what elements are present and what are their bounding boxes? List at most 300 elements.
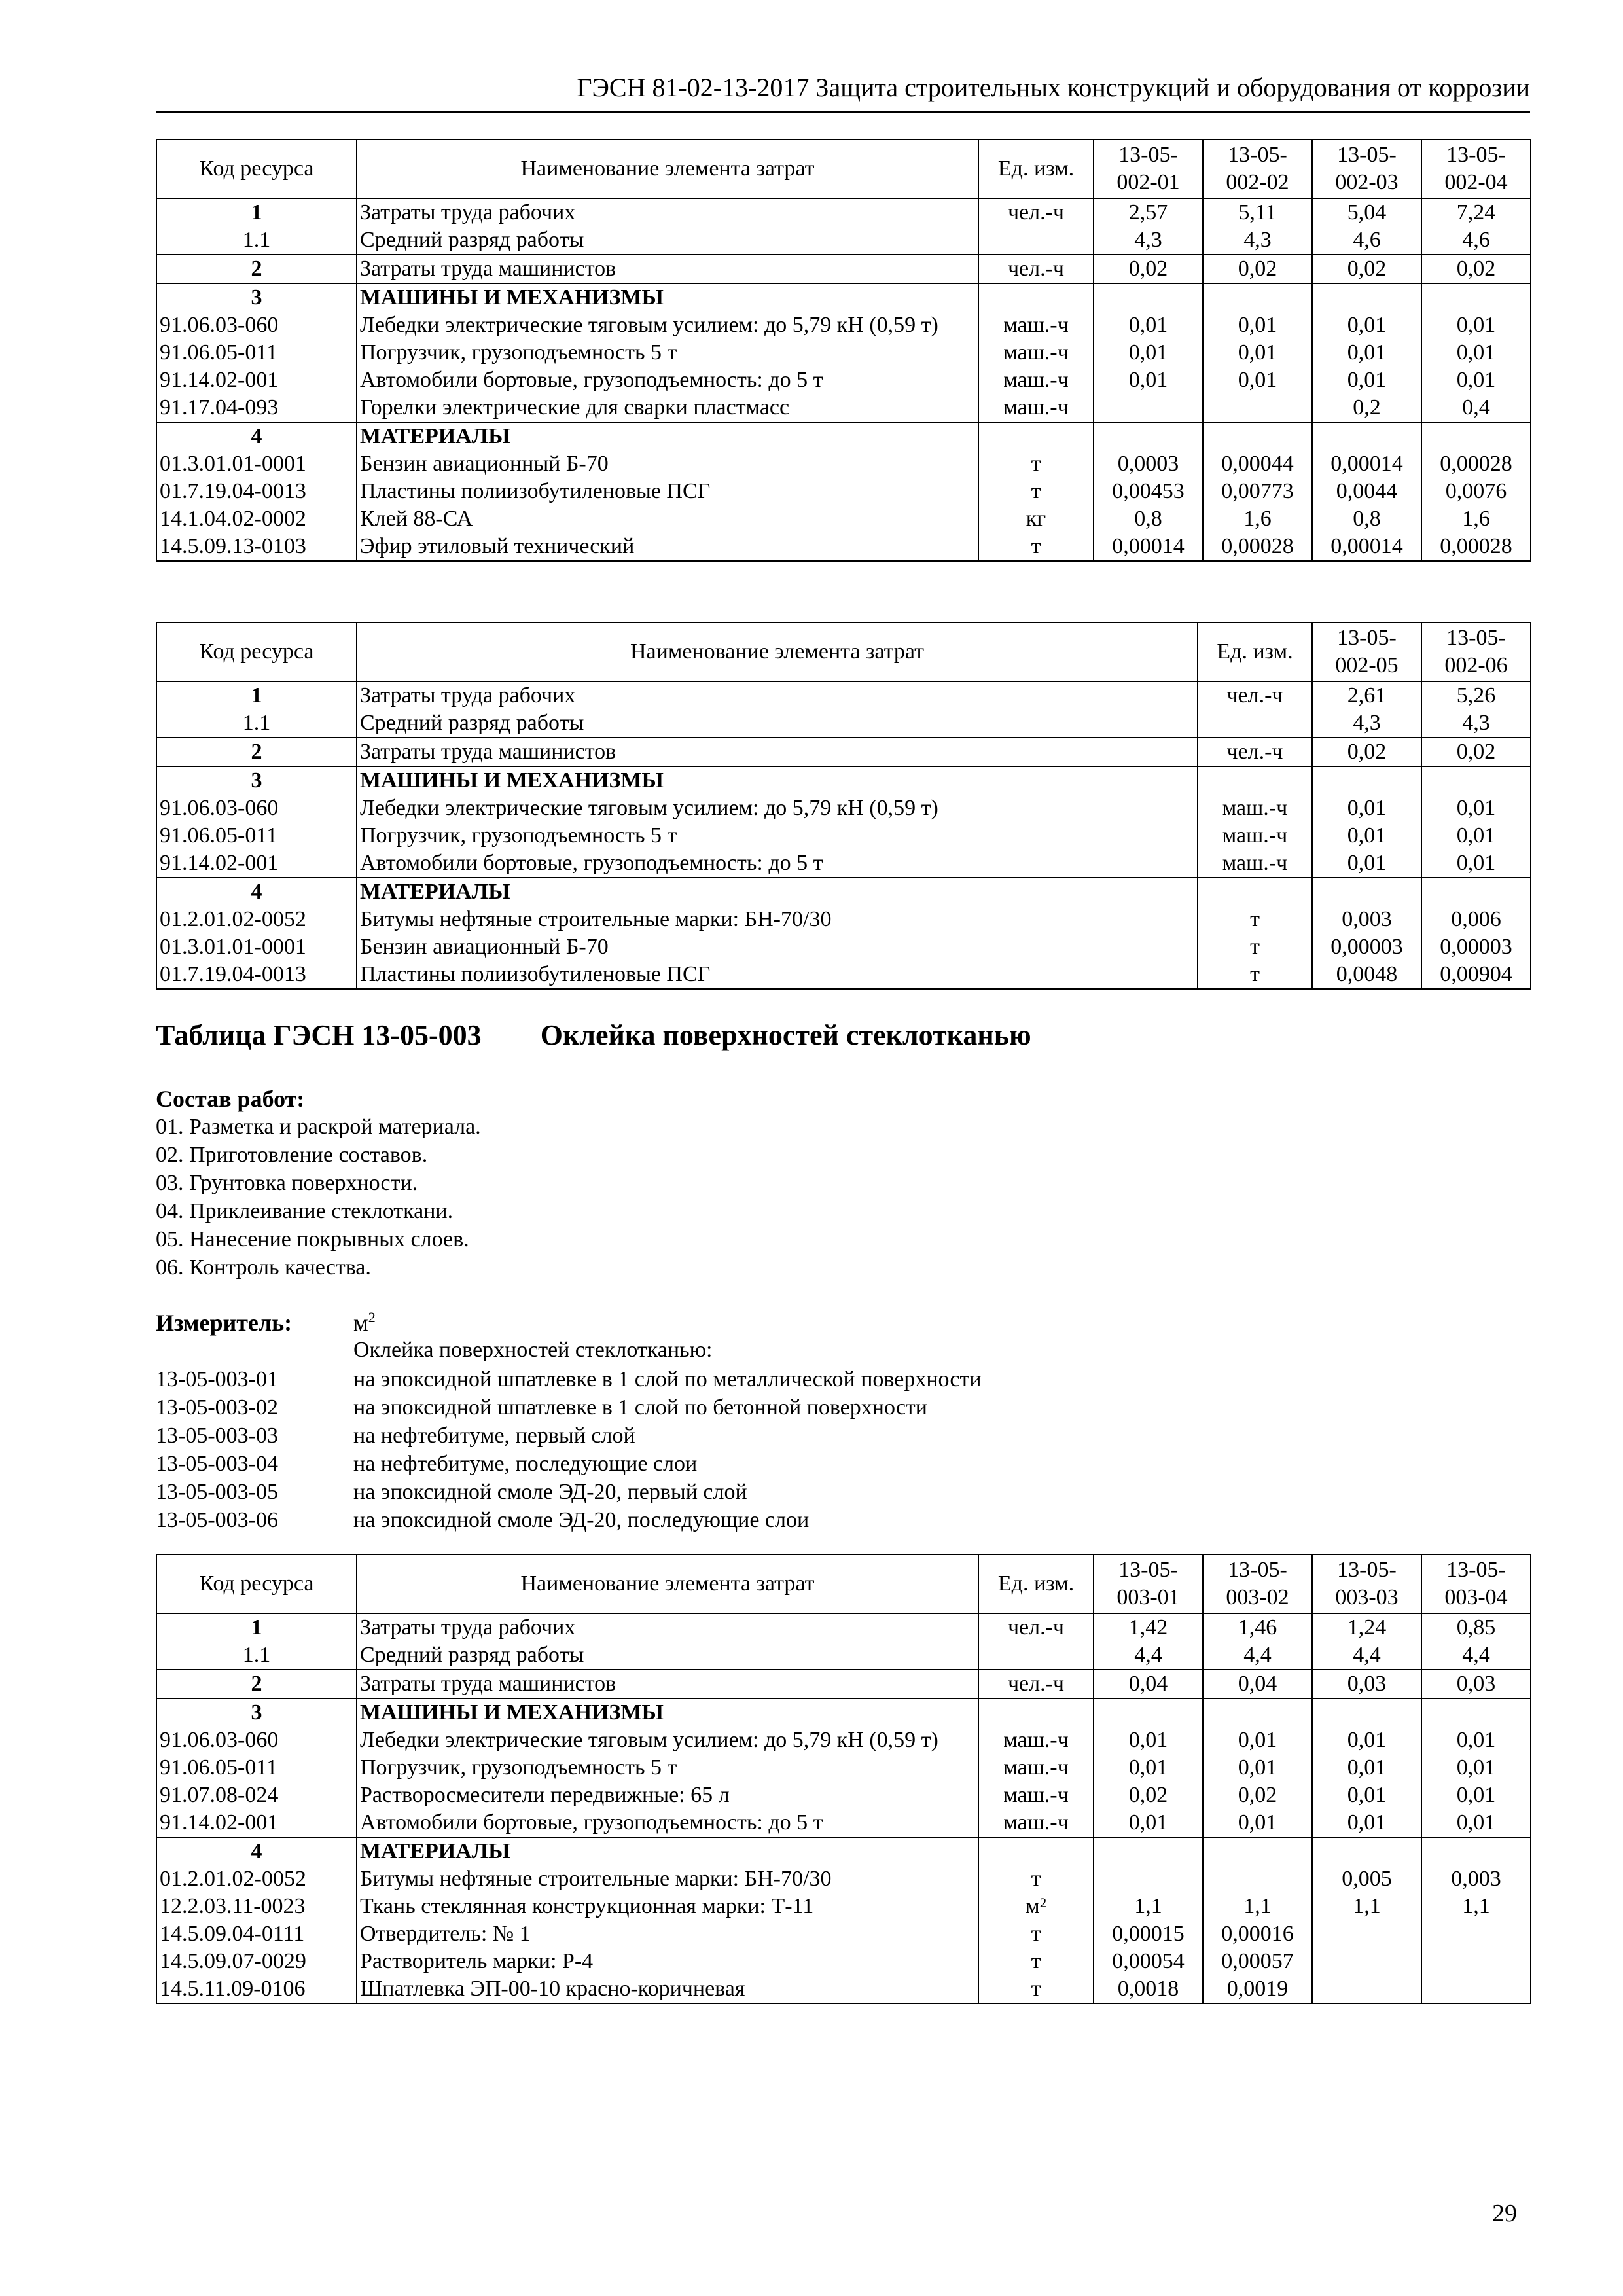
header-unit: Ед. изм.	[978, 139, 1094, 198]
norm-code: 13-05-003-05	[156, 1480, 278, 1504]
table-header-row	[156, 139, 1531, 198]
table-row	[156, 850, 1531, 878]
cell-code: 1	[156, 1613, 357, 1641]
cell-unit: чел.-ч	[978, 1613, 1094, 1641]
norm-item	[156, 1506, 982, 1534]
cell-unit: т	[978, 1975, 1094, 2003]
cell-value	[1203, 1698, 1312, 1727]
cell-value: 0,006	[1421, 906, 1531, 933]
cell-code: 01.2.01.02-0052	[156, 906, 357, 933]
cell-value	[1312, 878, 1421, 906]
cell-name: Эфир этиловый технический	[357, 533, 978, 561]
cell-value	[1421, 422, 1531, 450]
norm-item	[156, 1393, 982, 1422]
table-row	[156, 1837, 1531, 1865]
resource-table-003-01-04	[156, 1554, 1531, 2004]
cell-value: 0,0018	[1094, 1975, 1203, 2003]
cell-value: 0,03	[1312, 1670, 1421, 1698]
cell-value: 0,01	[1421, 312, 1531, 339]
cell-value	[1421, 283, 1531, 312]
norm-item	[156, 1365, 982, 1393]
cell-value: 0,01	[1094, 1809, 1203, 1837]
cell-value: 0,01	[1312, 1754, 1421, 1782]
cell-value: 0,01	[1203, 1727, 1312, 1754]
cell-unit	[978, 422, 1094, 450]
table-row	[156, 255, 1531, 283]
cell-value	[1312, 1975, 1421, 2003]
cell-name: Горелки электрические для сварки пластмасс	[357, 394, 978, 422]
cell-code: 91.06.03-060	[156, 1727, 357, 1754]
cell-name: Затраты труда машинистов	[357, 255, 978, 283]
cell-value: 0,01	[1094, 339, 1203, 367]
cell-code: 12.2.03.11-0023	[156, 1893, 357, 1920]
cell-name: Средний разряд работы	[357, 709, 1198, 738]
cell-value: 0,01	[1312, 312, 1421, 339]
cell-value: 4,6	[1312, 226, 1421, 255]
cell-value: 1,24	[1312, 1613, 1421, 1641]
cell-name: Затраты труда рабочих	[357, 1613, 978, 1641]
header-unit: Ед. изм.	[1198, 622, 1312, 681]
cell-name: Затраты труда рабочих	[357, 681, 1198, 709]
cell-value: 0,01	[1312, 1809, 1421, 1837]
cell-name: Шпатлевка ЭП-00-10 красно-коричневая	[357, 1975, 978, 2003]
cell-code: 14.5.11.09-0106	[156, 1975, 357, 2003]
cell-value	[1312, 1920, 1421, 1948]
cell-code: 14.5.09.13-0103	[156, 533, 357, 561]
cell-unit: т	[978, 1920, 1094, 1948]
cell-value: 0,0003	[1094, 450, 1203, 478]
cell-name: Лебедки электрические тяговым усилием: до 5,79 кН (0,59 т)	[357, 312, 978, 339]
cell-value: 0,00044	[1203, 450, 1312, 478]
norm-text: на эпоксидной шпатлевке в 1 слой по бетонной поверхности	[353, 1395, 927, 1420]
cell-unit: маш.-ч	[1198, 850, 1312, 878]
cell-code: 14.1.04.02-0002	[156, 505, 357, 533]
norm-text: на нефтебитуме, последующие слои	[353, 1452, 698, 1476]
cell-name: МАТЕРИАЛЫ	[357, 878, 1198, 906]
cell-value: 1,1	[1312, 1893, 1421, 1920]
cell-unit: маш.-ч	[1198, 795, 1312, 822]
cell-name: Погрузчик, грузоподъемность 5 т	[357, 339, 978, 367]
cell-value: 0,01	[1421, 1727, 1531, 1754]
cell-name: Средний разряд работы	[357, 226, 978, 255]
cell-value: 0,01	[1203, 1809, 1312, 1837]
table-row	[156, 339, 1531, 367]
work-composition-list	[156, 1113, 481, 1282]
table-row	[156, 906, 1531, 933]
cell-value	[1094, 1865, 1203, 1893]
table-row	[156, 1641, 1531, 1670]
page-number: 29	[1492, 2200, 1517, 2227]
cell-unit: чел.-ч	[978, 255, 1094, 283]
cell-unit: чел.-ч	[1198, 681, 1312, 709]
header-title: ГЭСН 81-02-13-2017 Защита строительных конструкций и оборудования от коррозии	[577, 73, 1530, 102]
cell-value: 0,00003	[1421, 933, 1531, 961]
table-row	[156, 933, 1531, 961]
cell-name: Автомобили бортовые, грузоподъемность: до 5 т	[357, 367, 978, 394]
cell-code: 91.14.02-001	[156, 850, 357, 878]
cell-value: 0,0044	[1312, 478, 1421, 505]
cell-code: 4	[156, 1837, 357, 1865]
cell-unit: маш.-ч	[1198, 822, 1312, 850]
cell-name: МАТЕРИАЛЫ	[357, 422, 978, 450]
cell-value: 0,01	[1421, 367, 1531, 394]
cell-code: 1.1	[156, 226, 357, 255]
cell-value: 0,02	[1203, 1782, 1312, 1809]
cell-value: 0,00054	[1094, 1948, 1203, 1975]
table-header-row	[156, 622, 1531, 681]
cell-value: 1,42	[1094, 1613, 1203, 1641]
cell-unit: т	[978, 533, 1094, 561]
cell-value: 4,6	[1421, 226, 1531, 255]
table-row	[156, 961, 1531, 989]
cell-value: 0,02	[1203, 255, 1312, 283]
cell-value: 0,02	[1094, 1782, 1203, 1809]
header-norm-col: 13-05- 002-02	[1203, 139, 1312, 198]
cell-value: 0,03	[1421, 1670, 1531, 1698]
cell-value: 5,04	[1312, 198, 1421, 226]
cell-value	[1094, 283, 1203, 312]
cell-code: 1	[156, 198, 357, 226]
cell-value: 0,00014	[1094, 533, 1203, 561]
norm-text: на нефтебитуме, первый слой	[353, 1424, 635, 1448]
cell-value: 0,01	[1421, 795, 1531, 822]
cell-value: 0,01	[1312, 795, 1421, 822]
work-item: 01. Разметка и раскрой материала.	[156, 1115, 481, 1139]
header-norm-col: 13-05- 003-01	[1094, 1554, 1203, 1613]
cell-code: 01.3.01.01-0001	[156, 933, 357, 961]
cell-value: 0,02	[1312, 738, 1421, 766]
cell-unit: т	[1198, 906, 1312, 933]
cell-value	[1421, 766, 1531, 795]
cell-value	[1203, 283, 1312, 312]
cell-value	[1094, 394, 1203, 422]
table-header-row	[156, 1554, 1531, 1613]
table-row	[156, 1920, 1531, 1948]
header-norm-col: 13-05- 002-03	[1312, 139, 1421, 198]
cell-unit: маш.-ч	[978, 312, 1094, 339]
table-row	[156, 312, 1531, 339]
cell-value	[1094, 1837, 1203, 1865]
cell-value: 0,4	[1421, 394, 1531, 422]
header-norm-col: 13-05- 002-04	[1421, 139, 1531, 198]
section-title-text: Оклейка поверхностей стеклотканью	[540, 1019, 1031, 1051]
header-code: Код ресурса	[156, 622, 357, 681]
cell-value: 4,4	[1203, 1641, 1312, 1670]
cell-value	[1203, 422, 1312, 450]
header-name: Наименование элемента затрат	[357, 1554, 978, 1613]
cell-name: МАТЕРИАЛЫ	[357, 1837, 978, 1865]
cell-code: 01.2.01.02-0052	[156, 1865, 357, 1893]
cell-value: 0,02	[1421, 255, 1531, 283]
cell-value	[1203, 1865, 1312, 1893]
cell-value: 0,8	[1312, 505, 1421, 533]
cell-name: Клей 88-СА	[357, 505, 978, 533]
cell-value: 4,4	[1094, 1641, 1203, 1670]
cell-unit: т	[978, 450, 1094, 478]
table-row	[156, 367, 1531, 394]
cell-unit: т	[978, 1865, 1094, 1893]
cell-name: Лебедки электрические тяговым усилием: до 5,79 кН (0,59 т)	[357, 1727, 978, 1754]
cell-value: 4,4	[1312, 1641, 1421, 1670]
cell-value: 0,00015	[1094, 1920, 1203, 1948]
cell-name: Средний разряд работы	[357, 1641, 978, 1670]
cell-value: 2,57	[1094, 198, 1203, 226]
cell-value: 0,005	[1312, 1865, 1421, 1893]
cell-code: 4	[156, 422, 357, 450]
cell-value: 0,003	[1421, 1865, 1531, 1893]
cell-value: 0,00028	[1421, 533, 1531, 561]
cell-value	[1421, 878, 1531, 906]
cell-value: 0,00003	[1312, 933, 1421, 961]
table-row	[156, 1698, 1531, 1727]
cell-value: 0,01	[1421, 822, 1531, 850]
cell-value: 0,0019	[1203, 1975, 1312, 2003]
cell-unit: м²	[978, 1893, 1094, 1920]
cell-value: 0,02	[1312, 255, 1421, 283]
table-row	[156, 422, 1531, 450]
norm-item	[156, 1450, 982, 1478]
cell-value: 0,01	[1094, 1727, 1203, 1754]
cell-value: 2,61	[1312, 681, 1421, 709]
table-row	[156, 1727, 1531, 1754]
cell-unit	[1198, 878, 1312, 906]
cell-name: Затраты труда машинистов	[357, 1670, 978, 1698]
cell-unit: т	[978, 1948, 1094, 1975]
table-row	[156, 878, 1531, 906]
cell-value	[1421, 1920, 1531, 1948]
cell-code: 3	[156, 283, 357, 312]
cell-unit: маш.-ч	[978, 1809, 1094, 1837]
cell-unit	[978, 226, 1094, 255]
cell-value: 0,01	[1203, 367, 1312, 394]
cell-unit: маш.-ч	[978, 1727, 1094, 1754]
header-name: Наименование элемента затрат	[357, 622, 1198, 681]
section-title	[156, 1018, 1031, 1052]
resource-table-002-05-06	[156, 622, 1531, 990]
table-row	[156, 198, 1531, 226]
cell-value	[1203, 394, 1312, 422]
cell-value: 5,11	[1203, 198, 1312, 226]
cell-name: Отвердитель: № 1	[357, 1920, 978, 1948]
cell-value: 0,00016	[1203, 1920, 1312, 1948]
cell-name: Бензин авиационный Б-70	[357, 933, 1198, 961]
cell-value	[1312, 1698, 1421, 1727]
norm-item	[156, 1422, 982, 1450]
cell-name: Бензин авиационный Б-70	[357, 450, 978, 478]
cell-unit	[978, 1837, 1094, 1865]
table-row	[156, 738, 1531, 766]
cell-value: 0,00453	[1094, 478, 1203, 505]
table-row	[156, 1754, 1531, 1782]
cell-value	[1203, 1837, 1312, 1865]
header-norm-col: 13-05- 003-03	[1312, 1554, 1421, 1613]
cell-value: 0,00028	[1203, 533, 1312, 561]
table-row	[156, 450, 1531, 478]
cell-code: 2	[156, 1670, 357, 1698]
cell-value: 0,01	[1421, 850, 1531, 878]
table-row	[156, 226, 1531, 255]
cell-unit: маш.-ч	[978, 394, 1094, 422]
norm-item	[156, 1478, 982, 1506]
meter-description: Оклейка поверхностей стеклотканью:	[353, 1338, 713, 1362]
table-row	[156, 283, 1531, 312]
norm-text: на эпоксидной шпатлевке в 1 слой по металлической поверхности	[353, 1367, 982, 1391]
meter-label: Измеритель:	[156, 1310, 293, 1336]
cell-unit	[1198, 766, 1312, 795]
cell-value: 0,00014	[1312, 533, 1421, 561]
cell-unit: маш.-ч	[978, 339, 1094, 367]
cell-unit: маш.-ч	[978, 367, 1094, 394]
cell-value: 1,1	[1094, 1893, 1203, 1920]
norm-code: 13-05-003-03	[156, 1424, 278, 1448]
cell-unit: чел.-ч	[1198, 738, 1312, 766]
cell-value: 0,01	[1203, 339, 1312, 367]
table-row	[156, 1948, 1531, 1975]
cell-value: 0,01	[1312, 850, 1421, 878]
cell-value: 4,4	[1421, 1641, 1531, 1670]
header-norm-col: 13-05- 002-01	[1094, 139, 1203, 198]
cell-value: 0,01	[1312, 1782, 1421, 1809]
cell-code: 01.7.19.04-0013	[156, 961, 357, 989]
table-row	[156, 1893, 1531, 1920]
cell-value	[1094, 422, 1203, 450]
header-norm-col: 13-05- 002-06	[1421, 622, 1531, 681]
header-norm-col: 13-05- 003-04	[1421, 1554, 1531, 1613]
cell-unit	[1198, 709, 1312, 738]
cell-code: 91.06.05-011	[156, 339, 357, 367]
cell-value: 1,6	[1203, 505, 1312, 533]
header-norm-col: 13-05- 003-02	[1203, 1554, 1312, 1613]
cell-value: 5,26	[1421, 681, 1531, 709]
cell-unit	[978, 1641, 1094, 1670]
cell-name: Растворосмесители передвижные: 65 л	[357, 1782, 978, 1809]
cell-code: 1	[156, 681, 357, 709]
cell-code: 91.06.03-060	[156, 312, 357, 339]
header-norm-col: 13-05- 002-05	[1312, 622, 1421, 681]
cell-value: 4,3	[1203, 226, 1312, 255]
cell-value: 0,8	[1094, 505, 1203, 533]
cell-value: 0,02	[1421, 738, 1531, 766]
cell-value: 0,00773	[1203, 478, 1312, 505]
cell-value	[1312, 1837, 1421, 1865]
cell-value	[1421, 1698, 1531, 1727]
table-row	[156, 795, 1531, 822]
cell-code: 14.5.09.04-0111	[156, 1920, 357, 1948]
cell-name: Затраты труда машинистов	[357, 738, 1198, 766]
cell-name: Пластины полиизобутиленовые ПСГ	[357, 478, 978, 505]
cell-name: МАШИНЫ И МЕХАНИЗМЫ	[357, 1698, 978, 1727]
cell-value: 0,85	[1421, 1613, 1531, 1641]
cell-value: 0,01	[1312, 367, 1421, 394]
cell-value: 7,24	[1421, 198, 1531, 226]
cell-value: 0,01	[1094, 1754, 1203, 1782]
header-code: Код ресурса	[156, 139, 357, 198]
cell-code: 91.14.02-001	[156, 1809, 357, 1837]
resource-table-002-01-04	[156, 139, 1531, 562]
table-row	[156, 1809, 1531, 1837]
cell-value: 0,01	[1421, 1809, 1531, 1837]
table-row	[156, 394, 1531, 422]
cell-name: Погрузчик, грузоподъемность 5 т	[357, 1754, 978, 1782]
work-item: 04. Приклеивание стеклоткани.	[156, 1199, 454, 1223]
cell-value: 0,0076	[1421, 478, 1531, 505]
section-title-code: Таблица ГЭСН 13-05-003	[156, 1019, 482, 1051]
cell-value: 0,2	[1312, 394, 1421, 422]
header-unit: Ед. изм.	[978, 1554, 1094, 1613]
cell-code: 2	[156, 738, 357, 766]
cell-code: 91.07.08-024	[156, 1782, 357, 1809]
cell-value: 0,04	[1203, 1670, 1312, 1698]
cell-value: 0,01	[1421, 1782, 1531, 1809]
cell-value: 0,00028	[1421, 450, 1531, 478]
cell-code: 2	[156, 255, 357, 283]
cell-value	[1421, 1975, 1531, 2003]
table-row	[156, 1782, 1531, 1809]
cell-value: 0,01	[1203, 1754, 1312, 1782]
norm-code: 13-05-003-04	[156, 1452, 278, 1476]
table-row	[156, 478, 1531, 505]
cell-value: 1,6	[1421, 505, 1531, 533]
running-header	[156, 68, 1530, 113]
cell-unit: т	[978, 478, 1094, 505]
cell-value: 0,01	[1421, 1754, 1531, 1782]
cell-value: 0,00057	[1203, 1948, 1312, 1975]
cell-value: 0,01	[1312, 822, 1421, 850]
cell-name: Автомобили бортовые, грузоподъемность: до 5 т	[357, 1809, 978, 1837]
cell-name: Растворитель марки: Р-4	[357, 1948, 978, 1975]
cell-value: 0,00014	[1312, 450, 1421, 478]
cell-code: 1.1	[156, 1641, 357, 1670]
cell-code: 14.5.09.07-0029	[156, 1948, 357, 1975]
cell-code: 01.7.19.04-0013	[156, 478, 357, 505]
work-item: 06. Контроль качества.	[156, 1255, 371, 1280]
header-code: Код ресурса	[156, 1554, 357, 1613]
work-item: 03. Грунтовка поверхности.	[156, 1171, 418, 1195]
cell-value	[1312, 1948, 1421, 1975]
cell-unit	[978, 1698, 1094, 1727]
table-row	[156, 1975, 1531, 2003]
cell-code: 4	[156, 878, 357, 906]
cell-value: 0,01	[1421, 339, 1531, 367]
cell-code: 01.3.01.01-0001	[156, 450, 357, 478]
cell-code: 1.1	[156, 709, 357, 738]
cell-value: 0,04	[1094, 1670, 1203, 1698]
cell-code: 91.06.03-060	[156, 795, 357, 822]
cell-name: МАШИНЫ И МЕХАНИЗМЫ	[357, 766, 1198, 795]
cell-unit: кг	[978, 505, 1094, 533]
meter-unit: $м^2$	[353, 1309, 376, 1336]
cell-name: Пластины полиизобутиленовые ПСГ	[357, 961, 1198, 989]
cell-value: 0,003	[1312, 906, 1421, 933]
cell-value	[1421, 1948, 1531, 1975]
cell-name: Битумы нефтяные строительные марки: БН-70/30	[357, 1865, 978, 1893]
cell-value	[1094, 1698, 1203, 1727]
cell-name: Автомобили бортовые, грузоподъемность: до 5 т	[357, 850, 1198, 878]
table-row	[156, 681, 1531, 709]
cell-unit: т	[1198, 933, 1312, 961]
norm-code: 13-05-003-06	[156, 1508, 278, 1532]
table-row	[156, 1670, 1531, 1698]
work-item: 02. Приготовление составов.	[156, 1143, 428, 1167]
cell-value: 0,01	[1203, 312, 1312, 339]
norm-code: 13-05-003-02	[156, 1395, 278, 1420]
cell-unit: маш.-ч	[978, 1782, 1094, 1809]
cell-name: МАШИНЫ И МЕХАНИЗМЫ	[357, 283, 978, 312]
norm-code: 13-05-003-01	[156, 1367, 278, 1391]
cell-value: 0,0048	[1312, 961, 1421, 989]
cell-value: 0,01	[1094, 312, 1203, 339]
cell-value	[1312, 283, 1421, 312]
